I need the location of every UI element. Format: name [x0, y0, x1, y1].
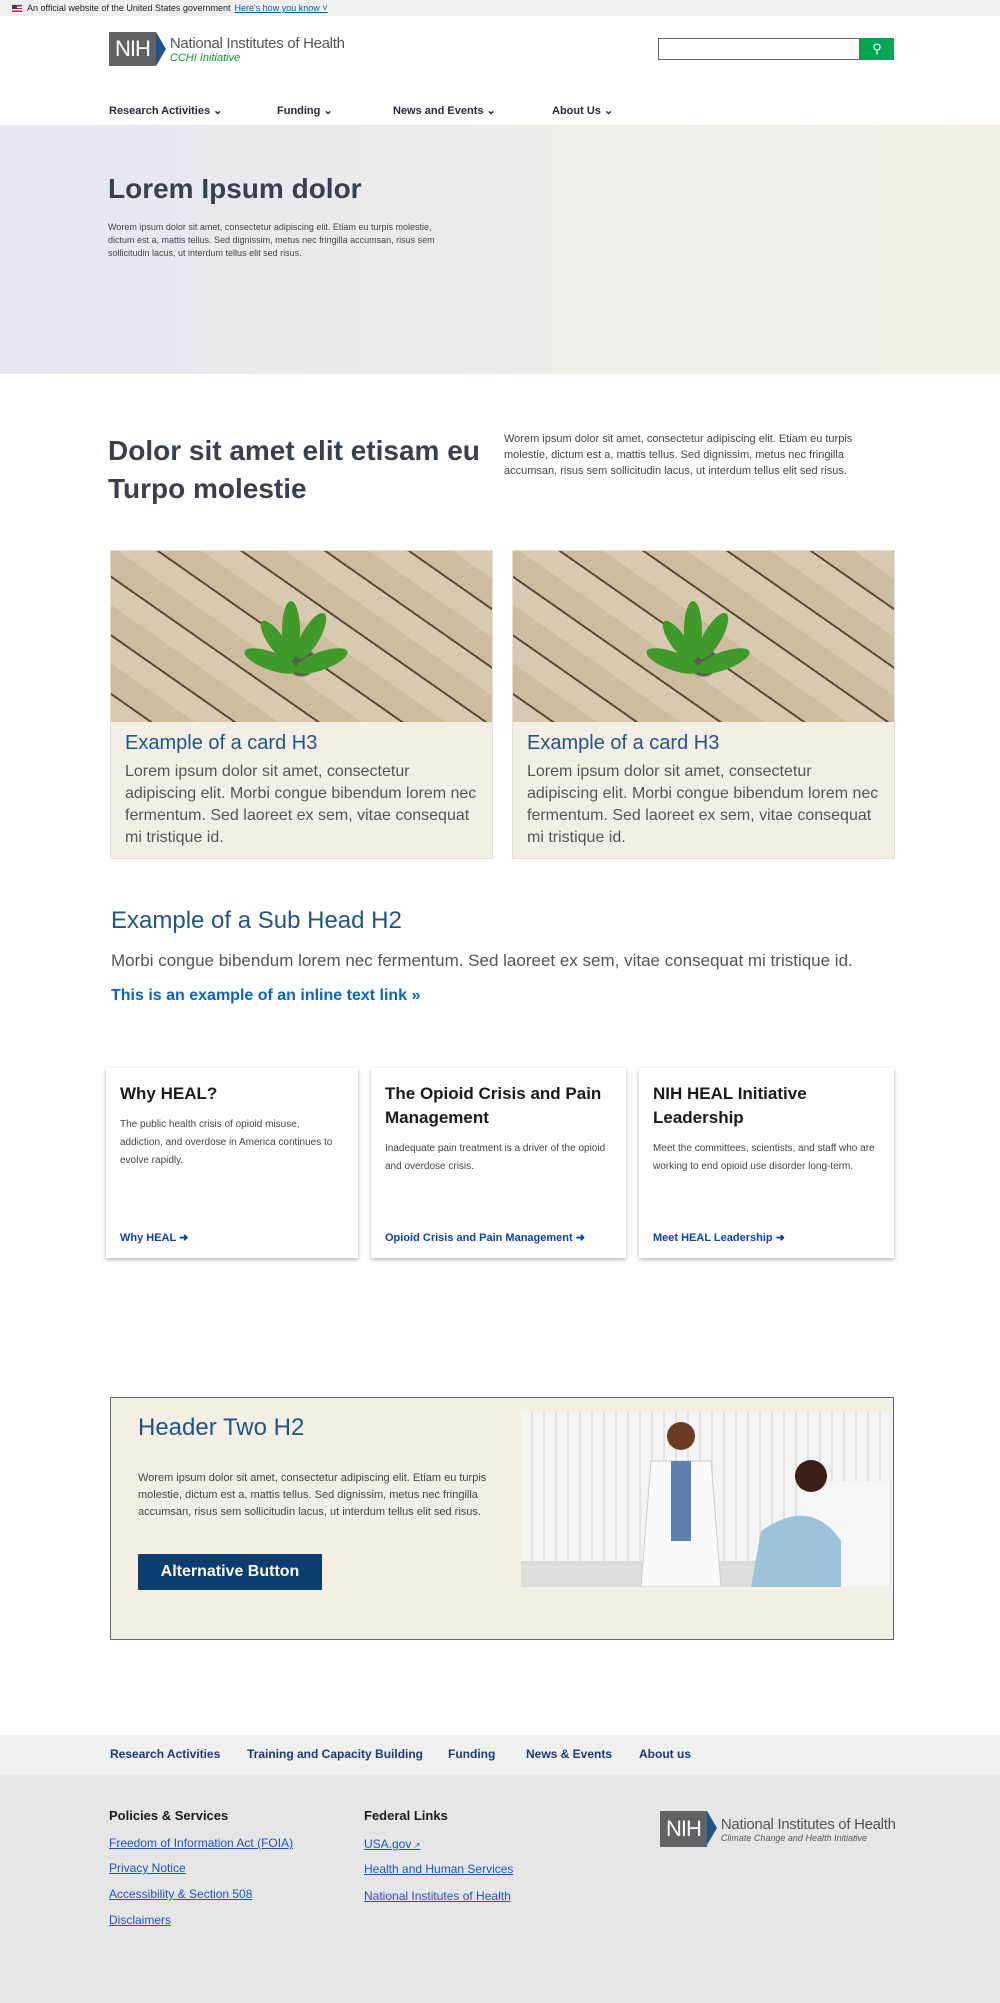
site-logo[interactable]: [109, 32, 345, 66]
alternative-button[interactable]: Alternative Button: [138, 1554, 322, 1590]
feature-title: Header Two H2: [138, 1414, 305, 1441]
card: [512, 550, 895, 859]
search-icon: ⚲: [872, 41, 882, 56]
card-title: Example of a card H3: [125, 732, 318, 754]
usagov-link[interactable]: USA.gov ↗: [364, 1837, 421, 1851]
hero: [0, 125, 1000, 374]
why-heal-link[interactable]: Why HEAL ➜: [120, 1232, 189, 1244]
heal-card-title: NIH HEAL Initiative Leadership: [653, 1084, 807, 1127]
how-you-know-link[interactable]: Here's how you know ˅: [234, 3, 328, 13]
logo-subtitle: CCHI Initiative: [169, 51, 241, 64]
footer-policies-heading: Policies & Services: [109, 1808, 229, 1823]
subhead-title: Example of a Sub Head H2: [111, 907, 402, 934]
nih-logo-mark: NIH: [660, 1811, 707, 1847]
nav-research-activities[interactable]: Research Activities ⌄: [109, 105, 223, 117]
heal-leadership-link[interactable]: Meet HEAL Leadership ➜: [653, 1232, 785, 1244]
cracked-earth-plant-image: [513, 551, 894, 722]
logo-title: National Institutes of Health: [169, 34, 345, 52]
footer-nav-about[interactable]: About us: [639, 1747, 691, 1761]
hero-text: Worem ipsum dolor sit amet, consectetur adipiscing elit. Etiam eu turpis molestie, dictum est a, mattis tellus. Sed dignissim, metus nec fringilla accumsan, risus sem sollicitudin lacus, ut interdum tellus elit sed risus.: [108, 222, 435, 258]
subhead-text: Morbi congue bibendum lorem nec fermentum. Sed laoreet ex sem, vitae consequat mi tristique id.: [111, 951, 853, 970]
nih-link[interactable]: National Institutes of Health: [364, 1889, 511, 1903]
card-title: Example of a card H3: [527, 732, 720, 754]
footer-logo[interactable]: [660, 1811, 896, 1847]
chevron-down-icon: ⌄: [486, 105, 496, 117]
heal-card-text: Meet the committees, scientists, and staff who are working to end opioid use disorder long-term.: [653, 1143, 875, 1172]
logo-title: National Institutes of Health: [720, 1815, 896, 1833]
footer-nav-research[interactable]: Research Activities: [110, 1747, 221, 1761]
heal-card-title: The Opioid Crisis and Pain Management: [385, 1084, 602, 1127]
search-button[interactable]: [860, 38, 894, 60]
footer-nav-news[interactable]: News & Events: [526, 1747, 613, 1761]
heal-card-text: The public health crisis of opioid misuse, addiction, and overdose in America continues to evolve rapidly.: [120, 1119, 333, 1166]
privacy-link[interactable]: Privacy Notice: [109, 1861, 186, 1875]
chevron-down-icon: ⌄: [603, 105, 614, 117]
gov-banner-text: An official website of the United States government: [27, 3, 231, 13]
external-link-icon: ↗: [411, 1841, 421, 1850]
doctor-patient-image: [521, 1411, 889, 1587]
feature-text: Worem ipsum dolor sit amet, consectetur adipiscing elit. Etiam eu turpis molestie, dictum est a, mattis tellus. Sed dignissim, metus nec fringilla accumsan, risus sem sollicitudin lacus, ut interdum tellus elit sed risus.: [138, 1472, 487, 1518]
inline-text-link[interactable]: This is an example of an inline text link »: [111, 987, 421, 1004]
nav-funding[interactable]: Funding ⌄: [277, 105, 333, 117]
intro-title: Dolor sit amet elit etisam eu Turpo molestie: [108, 435, 480, 504]
heal-card: [371, 1068, 626, 1258]
card-text: Lorem ipsum dolor sit amet, consectetur adipiscing elit. Morbi congue bibendum lorem nec fermentum. Sed laoreet ex sem, vitae consequat mi tristique id.: [527, 763, 879, 846]
intro-text: Worem ipsum dolor sit amet, consectetur adipiscing elit. Etiam eu turpis molestie, dictum est a, mattis tellus. Sed dignissim, metus nec fringilla accumsan, risus sem sollicitudin lacus, ut interdum tellus elit sed risus.: [504, 433, 853, 477]
search-form: [658, 38, 894, 60]
footer-nav-funding[interactable]: Funding: [448, 1747, 496, 1761]
chevron-down-icon: ⌄: [323, 105, 333, 117]
opioid-crisis-link[interactable]: Opioid Crisis and Pain Management ➜: [385, 1232, 585, 1244]
nih-logo-mark: NIH: [109, 32, 156, 66]
card-text: Lorem ipsum dolor sit amet, consectetur adipiscing elit. Morbi congue bibendum lorem nec fermentum. Sed laoreet ex sem, vitae consequat mi tristique id.: [125, 763, 477, 846]
heal-card-text: Inadequate pain treatment is a driver of the opioid and overdose crisis.: [385, 1143, 606, 1172]
logo-subtitle: Climate Change and Health Initiative: [720, 1832, 867, 1843]
disclaimers-link[interactable]: Disclaimers: [109, 1913, 172, 1927]
footer-nav-training[interactable]: Training and Capacity Building: [247, 1747, 424, 1761]
cracked-earth-plant-image: [111, 551, 492, 722]
feature-box: [110, 1397, 894, 1640]
heal-card: [106, 1068, 358, 1258]
heal-card: [639, 1068, 894, 1258]
footer-federal-heading: Federal Links: [364, 1808, 448, 1823]
us-flag-icon: [12, 5, 22, 12]
hhs-link[interactable]: Health and Human Services: [364, 1862, 514, 1876]
hero-title: Lorem Ipsum dolor: [108, 173, 362, 204]
card: [110, 550, 493, 859]
foia-link[interactable]: Freedom of Information Act (FOIA): [109, 1836, 294, 1850]
footer-nav: [0, 1735, 1000, 1774]
search-input[interactable]: [658, 38, 860, 60]
nav-news-events[interactable]: News and Events ⌄: [393, 105, 496, 117]
gov-banner: [0, 0, 1000, 16]
accessibility-link[interactable]: Accessibility & Section 508: [109, 1887, 253, 1901]
heal-card-title: Why HEAL?: [120, 1084, 218, 1103]
nav-about-us[interactable]: About Us ⌄: [552, 105, 614, 117]
chevron-down-icon: ⌄: [213, 105, 223, 117]
